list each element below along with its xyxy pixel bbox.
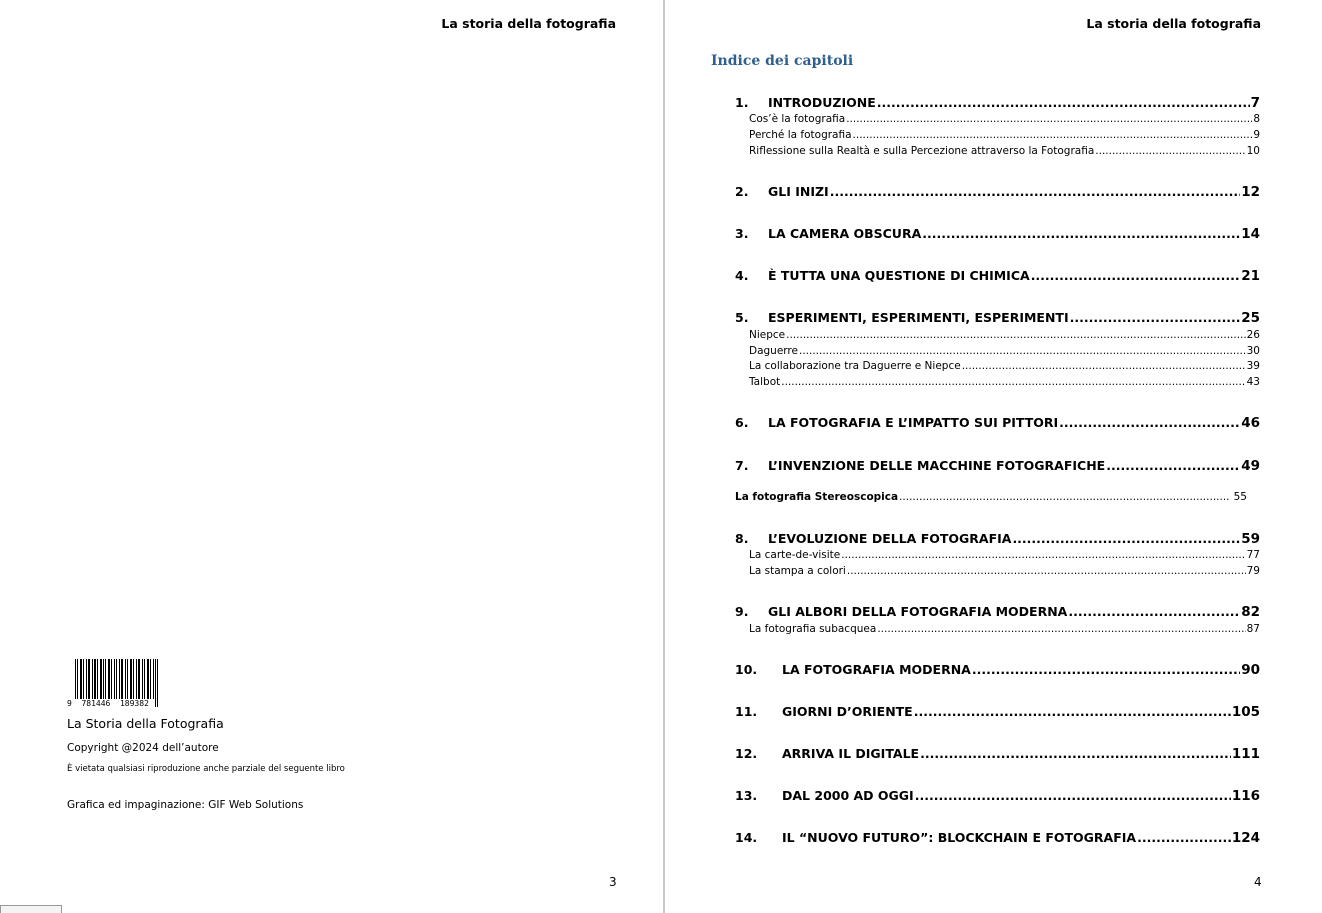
chapter-page: 111 [1231, 746, 1260, 762]
section-page: 55 [1233, 491, 1247, 503]
section-title: Niepce [749, 329, 786, 341]
toc-section[interactable] [749, 360, 1260, 372]
barcode-number: 9 781446 189382 [67, 699, 149, 708]
chapter-number: 12. [735, 746, 758, 761]
section-title: Daguerre [749, 345, 798, 357]
section-title: Riflessione sulla Realtà e sulla Percezione attraverso la Fotografia [749, 145, 1095, 157]
toc-section[interactable] [749, 549, 1260, 561]
chapter-number: 9. [735, 604, 749, 619]
dot-leader [920, 746, 1231, 761]
toc-chapter[interactable] [735, 604, 1260, 620]
dot-leader [853, 129, 1253, 141]
section-page: 30 [1246, 345, 1260, 357]
chapter-page: 90 [1241, 662, 1260, 678]
copyright-notice: Copyright @2024 dell’autore [67, 742, 219, 754]
chapter-title: GLI INIZI [768, 184, 829, 199]
toc-chapter[interactable] [735, 95, 1260, 111]
dot-leader [846, 113, 1252, 125]
section-title: La collaborazione tra Daguerre e Niepce [749, 360, 961, 372]
chapter-title: ARRIVA IL DIGITALE [782, 746, 920, 761]
section-title: La carte-de-visite [749, 549, 841, 561]
chapter-title: LA FOTOGRAFIA E L’IMPATTO SUI PITTORI [768, 415, 1059, 430]
right-page [665, 0, 1322, 913]
chapter-number: 8. [735, 531, 749, 546]
section-page: 79 [1246, 565, 1260, 577]
dot-leader [799, 345, 1246, 357]
toc-chapter[interactable] [735, 458, 1260, 474]
section-page: 39 [1246, 360, 1260, 372]
toc-chapter[interactable] [735, 746, 1260, 762]
section-page: 77 [1246, 549, 1260, 561]
chapter-page: 49 [1241, 458, 1260, 474]
toc-chapter[interactable] [735, 531, 1260, 547]
section-title: Talbot [749, 376, 781, 388]
chapter-title: INTRODUZIONE [768, 95, 876, 110]
dot-leader [1012, 531, 1240, 546]
toc-chapter[interactable] [735, 184, 1260, 200]
chapter-title: L’INVENZIONE DELLE MACCHINE FOTOGRAFICHE [768, 458, 1106, 473]
dot-leader [962, 360, 1246, 372]
chapter-page: 14 [1241, 226, 1260, 242]
section-page: 87 [1246, 623, 1260, 635]
chapter-number: 14. [735, 830, 758, 845]
chapter-page: 59 [1241, 531, 1260, 547]
dot-leader [841, 549, 1245, 561]
dot-leader [915, 788, 1231, 803]
rights-notice: È vietata qualsiasi riproduzione anche parziale del seguente libro [67, 764, 345, 774]
chapter-number: 6. [735, 415, 749, 430]
chapter-page: 105 [1231, 704, 1260, 720]
toc-title: Indice dei capitoli [711, 53, 854, 69]
dot-leader [914, 704, 1231, 719]
toc-section[interactable] [749, 145, 1260, 157]
book-title: La Storia della Fotografia [67, 716, 224, 731]
toc-chapter[interactable] [735, 226, 1260, 242]
dot-leader [1059, 415, 1240, 430]
toc-section[interactable] [749, 565, 1260, 577]
chapter-number: 7. [735, 458, 749, 473]
toc-section[interactable] [749, 623, 1260, 635]
chapter-title: LA CAMERA OBSCURA [768, 226, 922, 241]
chapter-title: GLI ALBORI DELLA FOTOGRAFIA MODERNA [768, 604, 1068, 619]
chapter-page: 25 [1241, 310, 1260, 326]
dot-leader [899, 491, 1230, 503]
section-page: 10 [1246, 145, 1260, 157]
chapter-page: 21 [1241, 268, 1260, 284]
dot-leader [830, 184, 1240, 199]
chapter-number: 2. [735, 184, 749, 199]
chapter-number: 4. [735, 268, 749, 283]
toc-section[interactable] [749, 129, 1260, 141]
dot-leader [781, 376, 1245, 388]
chapter-page: 7 [1250, 95, 1260, 111]
dot-leader [1095, 145, 1245, 157]
dot-leader [922, 226, 1240, 241]
dot-leader [1068, 604, 1240, 619]
section-page: 9 [1253, 129, 1260, 141]
toc-section[interactable] [735, 491, 1247, 503]
chapter-title: L’EVOLUZIONE DELLA FOTOGRAFIA [768, 531, 1012, 546]
toc-chapter[interactable] [735, 310, 1260, 326]
section-title: La fotografia subacquea [749, 623, 877, 635]
chapter-page: 46 [1241, 415, 1260, 431]
dot-leader [972, 662, 1240, 677]
chapter-page: 82 [1241, 604, 1260, 620]
toc-chapter[interactable] [735, 662, 1260, 678]
toc-chapter[interactable] [735, 704, 1260, 720]
dot-leader [1137, 830, 1231, 845]
chapter-title: DAL 2000 AD OGGI [782, 788, 914, 803]
chapter-number: 10. [735, 662, 758, 677]
dot-leader [1070, 310, 1241, 325]
section-page: 8 [1253, 113, 1260, 125]
chapter-number: 13. [735, 788, 758, 803]
dot-leader [1031, 268, 1241, 283]
toc-section[interactable] [749, 376, 1260, 388]
chapter-page: 116 [1231, 788, 1260, 804]
chapter-number: 5. [735, 310, 749, 325]
page-number: 4 [1254, 875, 1262, 889]
toc-chapter[interactable] [735, 788, 1260, 804]
dot-leader [877, 95, 1250, 110]
chapter-page: 12 [1241, 184, 1260, 200]
dot-leader [847, 565, 1246, 577]
section-page: 43 [1246, 376, 1260, 388]
isbn-barcode [67, 659, 169, 711]
chapter-title: È TUTTA UNA QUESTIONE DI CHIMICA [768, 268, 1030, 283]
chapter-number: 3. [735, 226, 749, 241]
chapter-title: GIORNI D’ORIENTE [782, 704, 913, 719]
toc-chapter[interactable] [735, 415, 1260, 431]
design-credits: Grafica ed impaginazione: GIF Web Solutions [67, 799, 304, 811]
chapter-number: 1. [735, 95, 749, 110]
section-title: La fotografia Stereoscopica [735, 491, 899, 503]
toc-section[interactable] [749, 113, 1260, 125]
toc-section[interactable] [749, 329, 1260, 341]
status-tab[interactable] [0, 905, 62, 913]
dot-leader [877, 623, 1245, 635]
section-title: La stampa a colori [749, 565, 846, 577]
chapter-title: LA FOTOGRAFIA MODERNA [782, 662, 971, 677]
page-number: 3 [609, 875, 617, 889]
chapter-title: ESPERIMENTI, ESPERIMENTI, ESPERIMENTI [768, 310, 1069, 325]
toc-chapter[interactable] [735, 830, 1260, 846]
chapter-number: 11. [735, 704, 758, 719]
running-header: La storia della fotografia [441, 16, 616, 31]
dot-leader [786, 329, 1245, 341]
toc-chapter[interactable] [735, 268, 1260, 284]
running-header: La storia della fotografia [1086, 16, 1261, 31]
toc-section[interactable] [749, 345, 1260, 357]
section-title: Perché la fotografia [749, 129, 852, 141]
section-title: Cos’è la fotografia [749, 113, 846, 125]
chapter-page: 124 [1231, 830, 1260, 846]
section-page: 26 [1246, 329, 1260, 341]
chapter-title: IL “NUOVO FUTURO”: BLOCKCHAIN E FOTOGRAFIA [782, 830, 1137, 845]
dot-leader [1106, 458, 1240, 473]
